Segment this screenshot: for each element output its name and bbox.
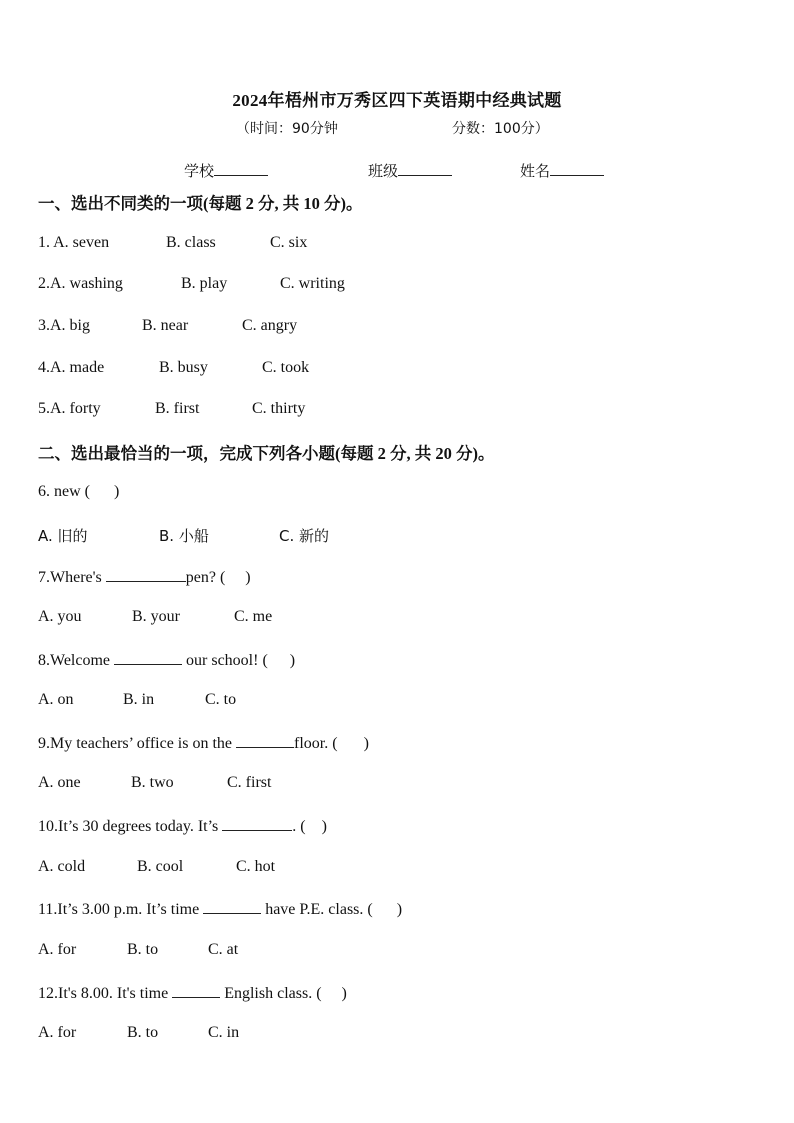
- question-3-c: C. angry: [242, 317, 298, 334]
- question-4-c: C. took: [262, 359, 310, 376]
- question-12-option-a: A. for: [38, 1024, 77, 1041]
- question-9-close: ): [363, 735, 369, 752]
- question-7-option-c: C. me: [234, 608, 273, 625]
- question-6-option-c: C. 新的: [279, 527, 330, 545]
- question-1-a: 1. A. seven: [38, 234, 110, 251]
- question-1-c: C. six: [270, 234, 308, 251]
- question-7-option-a: A. you: [38, 608, 82, 625]
- question-10-option-b: B. cool: [137, 858, 184, 875]
- question-4-b: B. busy: [159, 359, 208, 376]
- exam-score: 分数：100分）: [452, 121, 549, 137]
- question-8-option-a: A. on: [38, 691, 74, 708]
- question-11-text-2: have P.E. class. (: [261, 901, 373, 918]
- question-9-option-b: B. two: [131, 774, 174, 791]
- section-heading-1: 一、选出不同类的一项(每题 2 分, 共 10 分)。: [38, 194, 363, 213]
- class-label: 班级: [368, 162, 399, 180]
- question-4-a: 4.A. made: [38, 359, 105, 376]
- question-11-option-b: B. to: [127, 941, 159, 958]
- question-10-option-c: C. hot: [236, 858, 276, 875]
- question-11-option-a: A. for: [38, 941, 77, 958]
- question-8: [38, 650, 295, 670]
- question-11: [38, 899, 402, 919]
- question-9: [38, 733, 369, 753]
- question-10-text-2: . (: [292, 818, 306, 835]
- school-field: [184, 160, 268, 181]
- name-field: [520, 160, 604, 181]
- question-8-text-2: our school! (: [182, 652, 268, 669]
- question-12-close: ): [341, 985, 347, 1002]
- question-7-option-b: B. your: [132, 608, 180, 625]
- question-7-close: ): [245, 569, 251, 586]
- question-11-text: 11.It’s 3.00 p.m. It’s time: [38, 901, 204, 918]
- question-9-text-2: floor. (: [294, 735, 338, 752]
- school-blank: [214, 161, 268, 176]
- question-6: [38, 483, 119, 501]
- question-12-option-b: B. to: [127, 1024, 159, 1041]
- question-7-text-2: pen? (: [185, 569, 226, 586]
- question-10: [38, 816, 327, 836]
- class-blank: [398, 161, 452, 176]
- question-10-blank: [222, 816, 292, 831]
- question-6-option-b: B. 小船: [159, 527, 209, 545]
- question-12-text-2: English class. (: [220, 985, 322, 1002]
- exam-time: （时间：90分钟: [236, 121, 338, 137]
- question-10-option-a: A. cold: [38, 858, 86, 875]
- question-2-c: C. writing: [280, 275, 345, 292]
- question-6-close: ): [113, 483, 120, 500]
- question-10-close: ): [321, 818, 327, 835]
- question-6-text: 6. new (: [38, 483, 90, 500]
- question-9-text: 9.My teachers’ office is on the: [38, 735, 237, 752]
- question-8-text: 8.Welcome: [38, 652, 115, 669]
- question-9-blank: [236, 733, 294, 748]
- question-12-blank: [172, 983, 220, 998]
- question-8-blank: [114, 650, 182, 665]
- question-11-option-c: C. at: [208, 941, 239, 958]
- question-3-a: 3.A. big: [38, 317, 90, 334]
- question-2-a: 2.A. washing: [38, 275, 123, 292]
- question-11-blank: [203, 899, 261, 914]
- question-12: [38, 983, 347, 1003]
- class-field: [368, 160, 452, 181]
- question-10-text: 10.It’s 30 degrees today. It’s: [38, 818, 223, 835]
- section-heading-2: 二、选出最恰当的一项，完成下列各小题(每题 2 分, 共 20 分)。: [38, 444, 495, 463]
- question-8-option-b: B. in: [123, 691, 155, 708]
- question-9-option-c: C. first: [227, 774, 272, 791]
- question-12-text: 12.It's 8.00. It's time: [38, 985, 173, 1002]
- question-5-a: 5.A. forty: [38, 400, 101, 417]
- question-1-b: B. class: [166, 234, 216, 251]
- question-5-c: C. thirty: [252, 400, 306, 417]
- question-3-b: B. near: [142, 317, 189, 334]
- name-label: 姓名: [520, 162, 551, 180]
- question-8-option-c: C. to: [205, 691, 237, 708]
- question-2-b: B. play: [181, 275, 228, 292]
- question-7-blank: [106, 567, 186, 582]
- school-label: 学校: [184, 162, 215, 180]
- question-7-text: 7.Where's: [38, 569, 106, 586]
- question-7: [38, 567, 251, 587]
- question-8-close: ): [289, 652, 296, 669]
- page-title: 2024年梧州市万秀区四下英语期中经典试题: [232, 91, 562, 110]
- question-12-option-c: C. in: [208, 1024, 240, 1041]
- name-blank: [550, 161, 604, 176]
- question-11-close: ): [396, 901, 403, 918]
- question-9-option-a: A. one: [38, 774, 81, 791]
- question-5-b: B. first: [155, 400, 200, 417]
- question-6-option-a: A. 旧的: [38, 527, 88, 545]
